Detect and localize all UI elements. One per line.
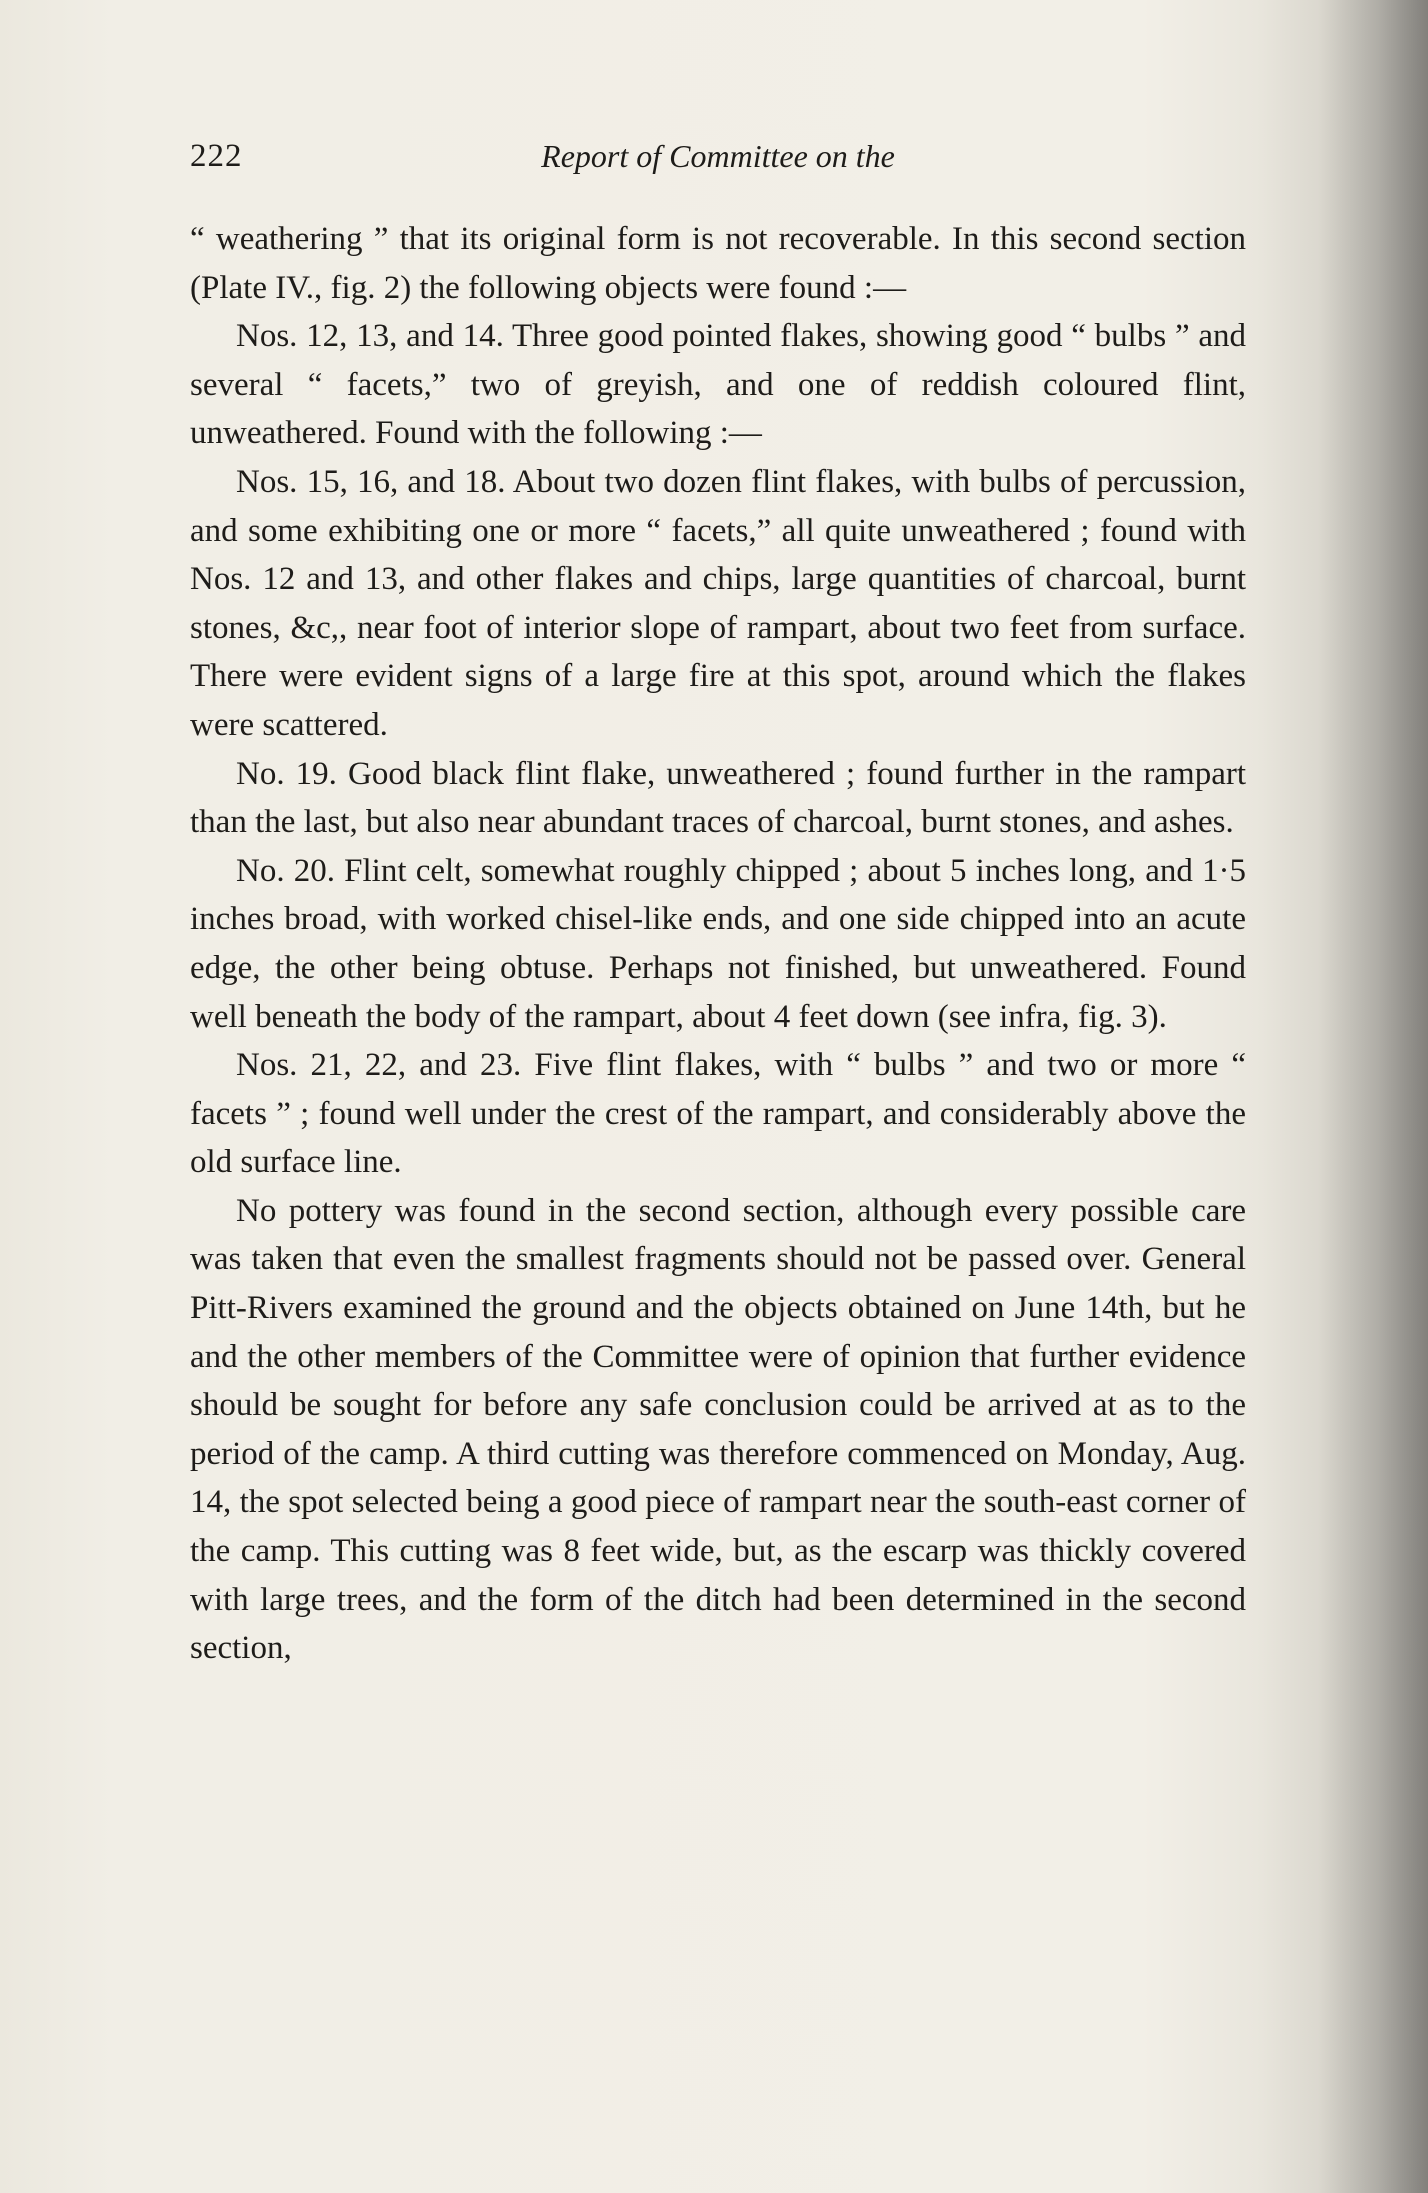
paragraph: Nos. 15, 16, and 18. About two dozen flint flakes, with bulbs of percussion, and some exhibiting one or more “ facets,” all quite unweathered ; found with Nos. 12 and 13, and other flakes and chips, large quantities of charcoal, burnt stones, &c,, near foot of interior slope of rampart, about two feet from surface. There were evident signs of a large fire at this spot, around which the flakes were scattered. [190, 463, 1246, 743]
paragraph: No. 20. Flint celt, somewhat roughly chipped ; about 5 inches long, and 1·5 inches broad, with worked chisel-like ends, and one side chipped into an acute edge, the other being obtuse. Perhaps not finished, but unweathered. Found well beneath the body of the rampart, about 4 feet down (see infra, fig. 3). [190, 852, 1246, 1035]
paragraph: “ weathering ” that its original form is not recoverable. In this second section (Plate IV., fig. 2) the following objects were found :— [190, 221, 1246, 306]
running-head: Report of Committee on the [541, 138, 895, 174]
page-header [190, 138, 1246, 182]
page-number: 222 [190, 138, 243, 174]
paragraph: No pottery was found in the second section, although every possible care was taken that even the smallest fragments should not be passed over. General Pitt-Rivers examined the ground and the objects obtained on June 14th, but he and the other members of the Committee were of opinion that further evidence should be sought for before any safe conclusion could be arrived at as to the period of the camp. A third cutting was therefore commenced on Monday, Aug. 14, the spot selected being a good piece of rampart near the south-east corner of the camp. This cutting was 8 feet wide, but, as the escarp was thickly covered with large trees, and the form of the ditch had been determined in the second section, [190, 1192, 1246, 1667]
paragraph: Nos. 21, 22, and 23. Five flint flakes, with “ bulbs ” and two or more “ facets ” ; found well under the crest of the rampart, and considerably above the old surface line. [190, 1047, 1246, 1181]
paragraph: No. 19. Good black flint flake, unweathered ; found further in the rampart than the last, but also near abundant traces of charcoal, burnt stones, and ashes. [190, 755, 1246, 841]
body-text [190, 215, 1246, 1673]
paragraph: Nos. 12, 13, and 14. Three good pointed flakes, showing good “ bulbs ” and several “ facets,” two of greyish, and one of reddish coloured flint, unweathered. Found with the following :— [190, 318, 1246, 452]
binding-shadow [1318, 0, 1428, 2193]
